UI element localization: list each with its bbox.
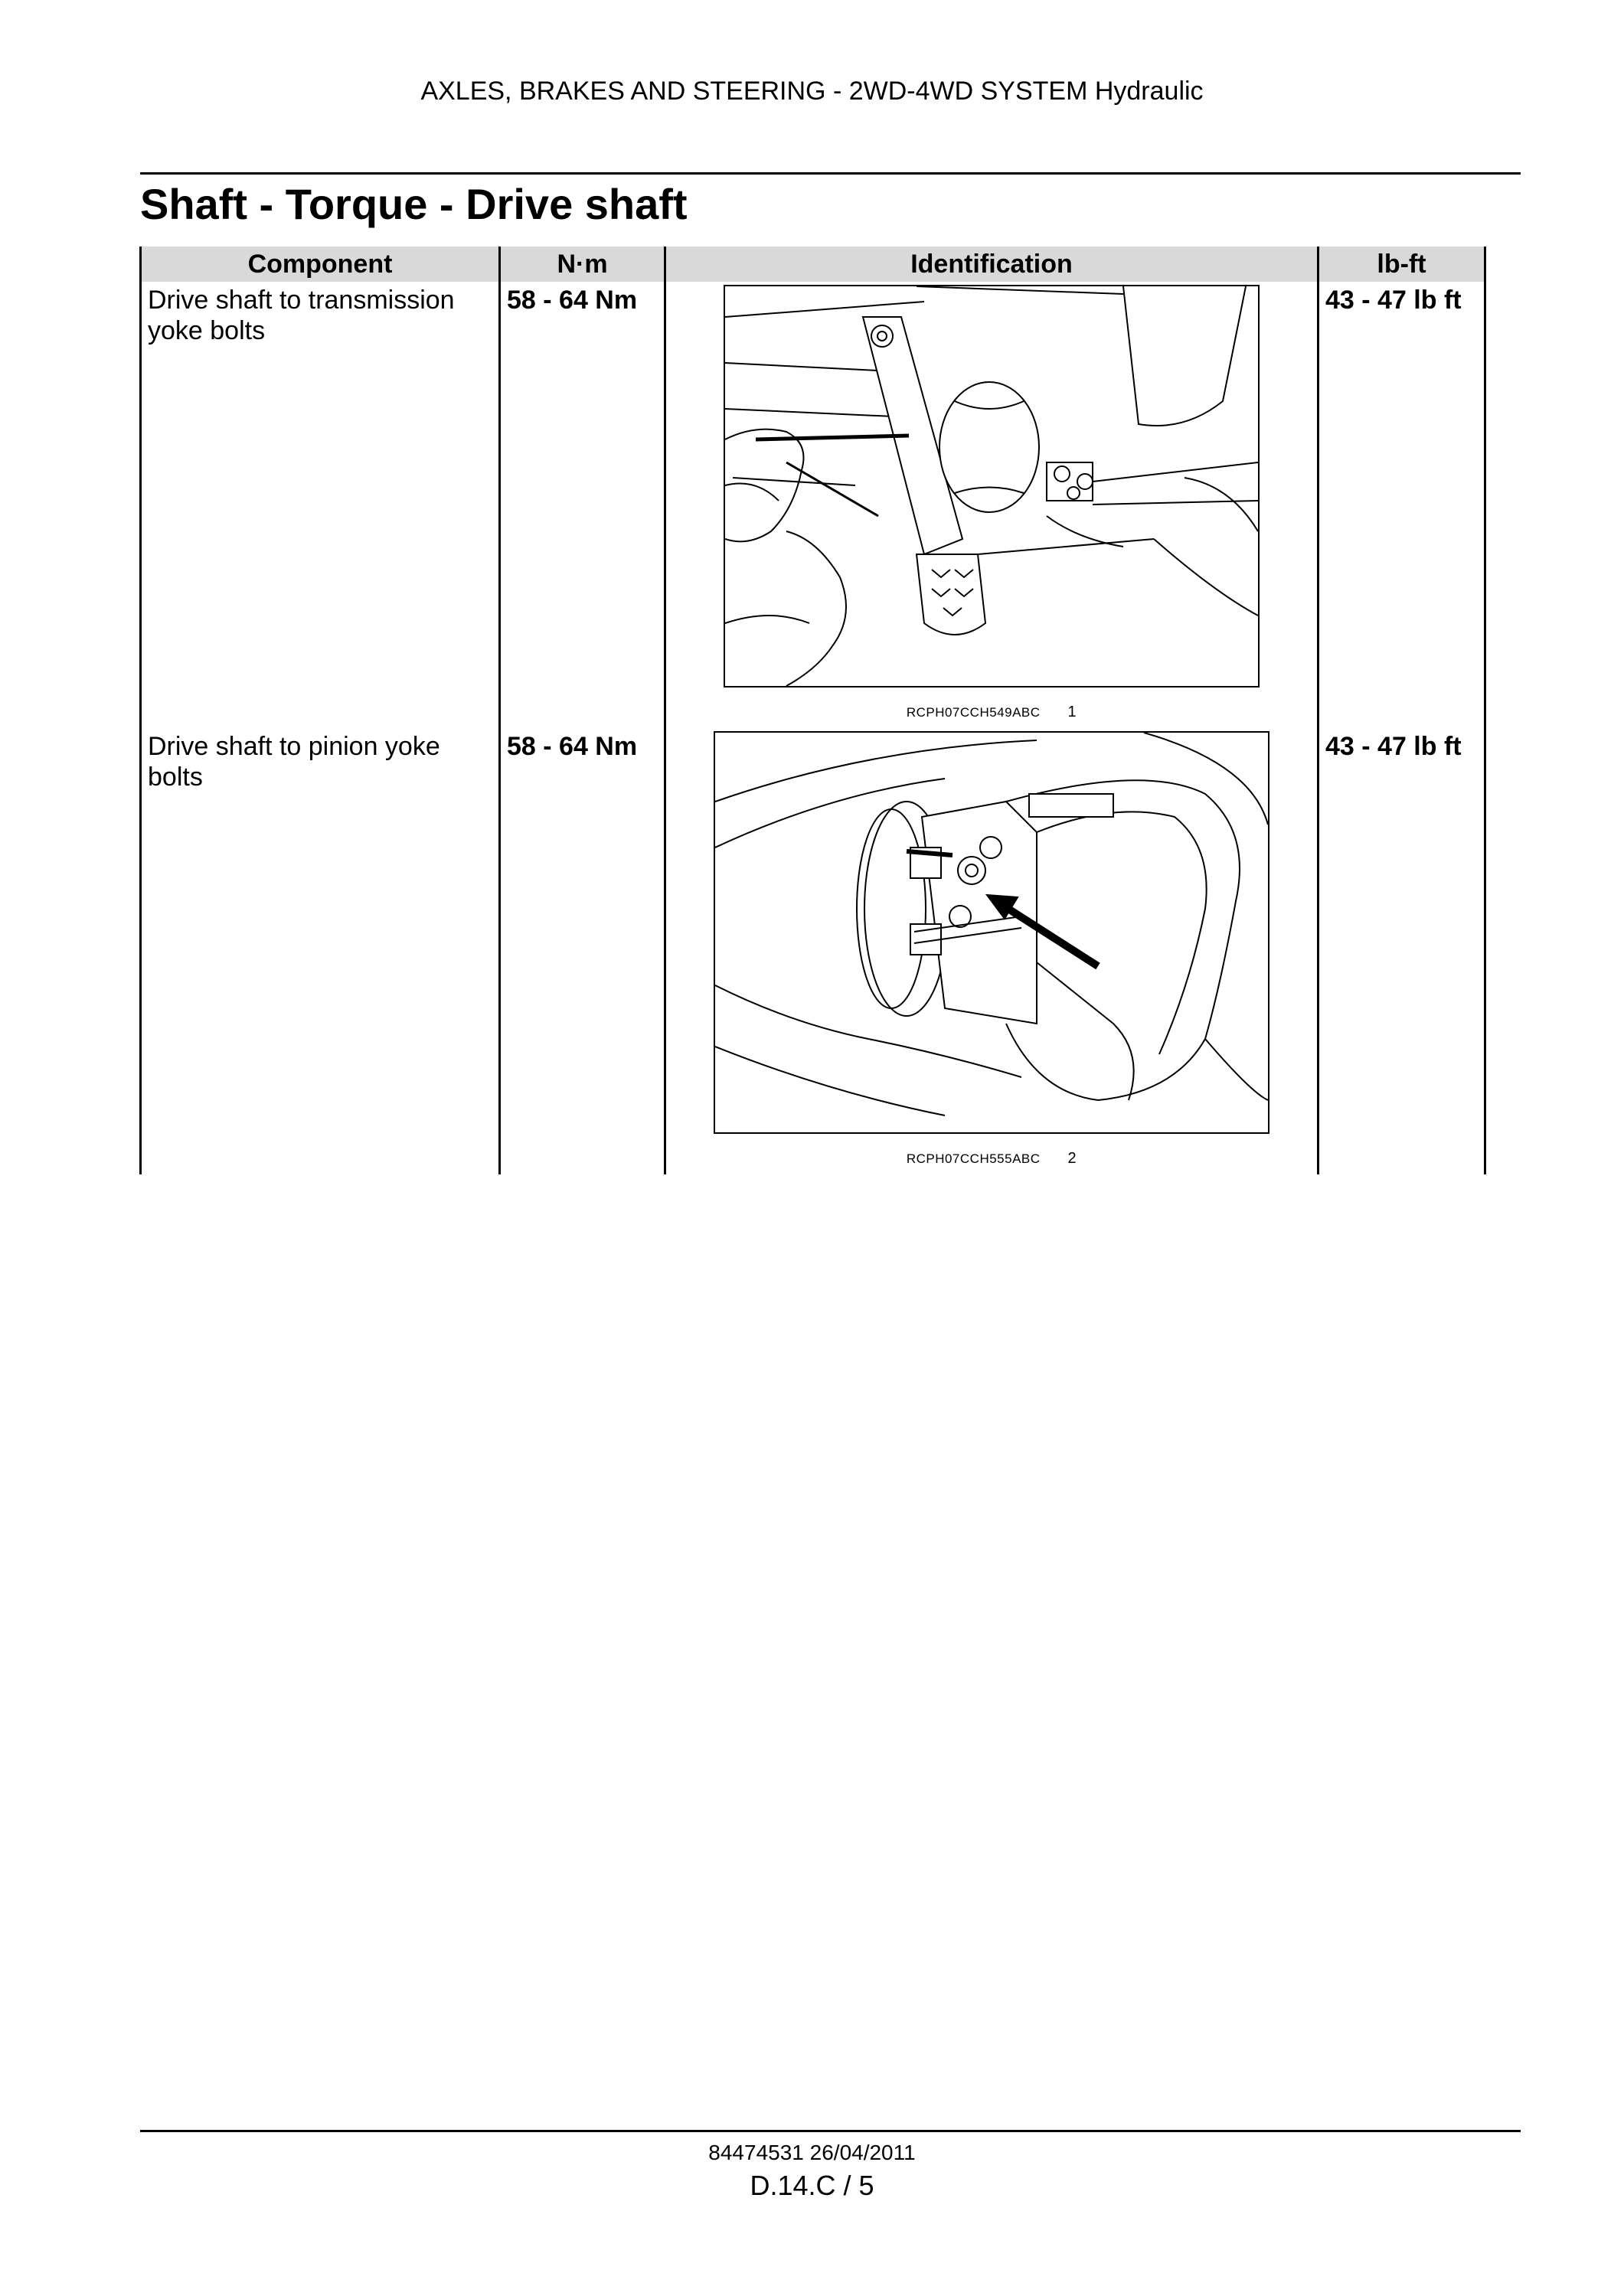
column-header-nm: N·m (500, 247, 665, 282)
running-header: AXLES, BRAKES AND STEERING - 2WD-4WD SYSTEM Hydraulic (420, 77, 1204, 106)
figure-caption (666, 1143, 1317, 1174)
section-title: Shaft - Torque - Drive shaft (140, 180, 688, 228)
component-cell: Drive shaft to pinion yoke bolts (141, 728, 500, 1174)
identification-cell (665, 282, 1318, 728)
figure-number: 1 (1067, 704, 1077, 720)
table-row (141, 282, 1485, 728)
page-number: D.14.C / 5 (750, 2170, 874, 2201)
table-header-row (141, 247, 1485, 282)
component-cell: Drive shaft to transmission yoke bolts (141, 282, 500, 728)
identification-cell (665, 728, 1318, 1174)
column-header-identification: Identification (665, 247, 1318, 282)
figure-transmission-yoke (724, 285, 1260, 687)
footer-rule (140, 2130, 1521, 2132)
figure-code: RCPH07CCH549ABC (906, 705, 1041, 720)
torque-table (139, 247, 1486, 1174)
nm-cell: 58 - 64 Nm (500, 728, 665, 1174)
nm-cell: 58 - 64 Nm (500, 282, 665, 728)
figure-code: RCPH07CCH555ABC (906, 1151, 1041, 1166)
header-rule (140, 172, 1521, 175)
column-header-lbft: lb-ft (1318, 247, 1485, 282)
figure-pinion-yoke (714, 731, 1269, 1134)
figure-number: 2 (1067, 1150, 1077, 1167)
lbft-cell: 43 - 47 lb ft (1318, 282, 1485, 728)
figure-caption (666, 697, 1317, 728)
footer-doc-ref: 84474531 26/04/2011 (708, 2141, 916, 2164)
lbft-cell: 43 - 47 lb ft (1318, 728, 1485, 1174)
table-row (141, 728, 1485, 1174)
column-header-component: Component (141, 247, 500, 282)
